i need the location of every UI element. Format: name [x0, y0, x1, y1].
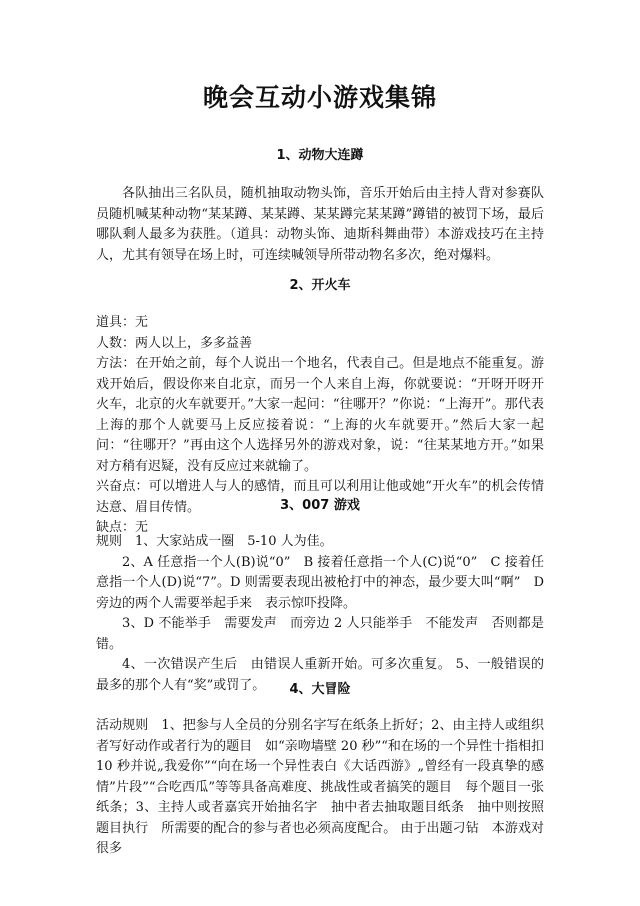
method-paragraph: 方法：在开始之前，每个人说出一个地名，代表自己。但是地点不能重复。游戏开始后，假设你来自北京，而另一个人来自上海，你就要说：“开呀开呀开火车，北京的火车就要开。”大家一起问：“往哪开？”你说：“上海开”。那代表上海的那个人就要马上反应接着说：“上海的火车就要开。”然后大家一起问：“往哪开？”再由这个人选择另外的游戏对象，说：“往某某地方开。”如果对方稍有迟疑，没有反应过来就输了。	[96, 356, 544, 474]
section-paragraph: 各队抽出三名队员，随机抽取动物头饰，音乐开始后由主持人背对参赛队员随机喊某种动物“某某蹲、某某蹲、某某蹲完某某蹲”蹲错的被罚下场，最后哪队剩人最多为获胜。（道具：动物头饰、迪斯科舞曲带）本游戏技巧在主持人，尤其有领导在场上时，可连续喊领导所带动物名多次，绝对爆料。	[96, 186, 544, 263]
section-heading: 4、大冒险	[289, 682, 351, 697]
rule-paragraph: 活动规则 1、把参与人全员的分别名字写在纸条上折好；2、由主持人或组织者写好动作或者行为的题目 如“亲吻墙壁 20 秒”“和在场的一个异性十指相扣 10 秒并说„我爱你”“向在场一个异性表白《大话西游》„曾经有一段真挚的感情”片段”“合吃西瓜”等等具备高难度、挑战性或者搞笑的题目 每个题目一张纸条；3、主持人或者嘉宾开始抽名字 抽中者去抽取题目纸条 抽中则按照题目执行 所需要的配合的参与者也必须高度配合。 由于出题刁钻 本游戏对很多	[96, 718, 544, 856]
rule-paragraph: 4、一次错误产生后 由错误人重新开始。可多次重复。 5、一般错误的最多的那个人有“奖”或罚了。	[96, 657, 544, 693]
document-title: 晚会互动小游戏集锦	[202, 83, 437, 112]
props-line: 道具：无	[96, 315, 149, 330]
players-line: 人数：两人以上，多多益善	[96, 335, 253, 351]
section-heading: 1、动物大连蹲	[276, 148, 364, 163]
rule-paragraph: 3、D 不能举手 需要发声 而旁边 2 人只能举手 不能发声 否则都是错。	[96, 616, 544, 652]
highlight-paragraph: 兴奋点：可以增进人与人的感情，而且可以利用让他或她“开火车”的机会传情达意、眉目传情。	[96, 479, 544, 515]
section-heading: 3、007 游戏	[280, 498, 360, 513]
section-007-game	[96, 496, 544, 696]
section-heading: 2、开火车	[289, 278, 351, 293]
drawback-line: 缺点：无	[96, 520, 149, 535]
rule-paragraph: 规则 1、大家站成一圈 5-10 人为佳。	[96, 534, 333, 549]
section-truth-dare	[96, 680, 544, 860]
rule-paragraph: 2、A 任意指一个人(B)说“0” B 接着任意指一个人(C)说“0” C 接着任意指一个人(D)说“7”。D 则需要表现出被枪打中的神态，最少要大叫“啊” D 旁边的两个人需要举起手来 表示惊吓投降。	[96, 554, 544, 611]
section-animal-squat	[96, 146, 544, 266]
